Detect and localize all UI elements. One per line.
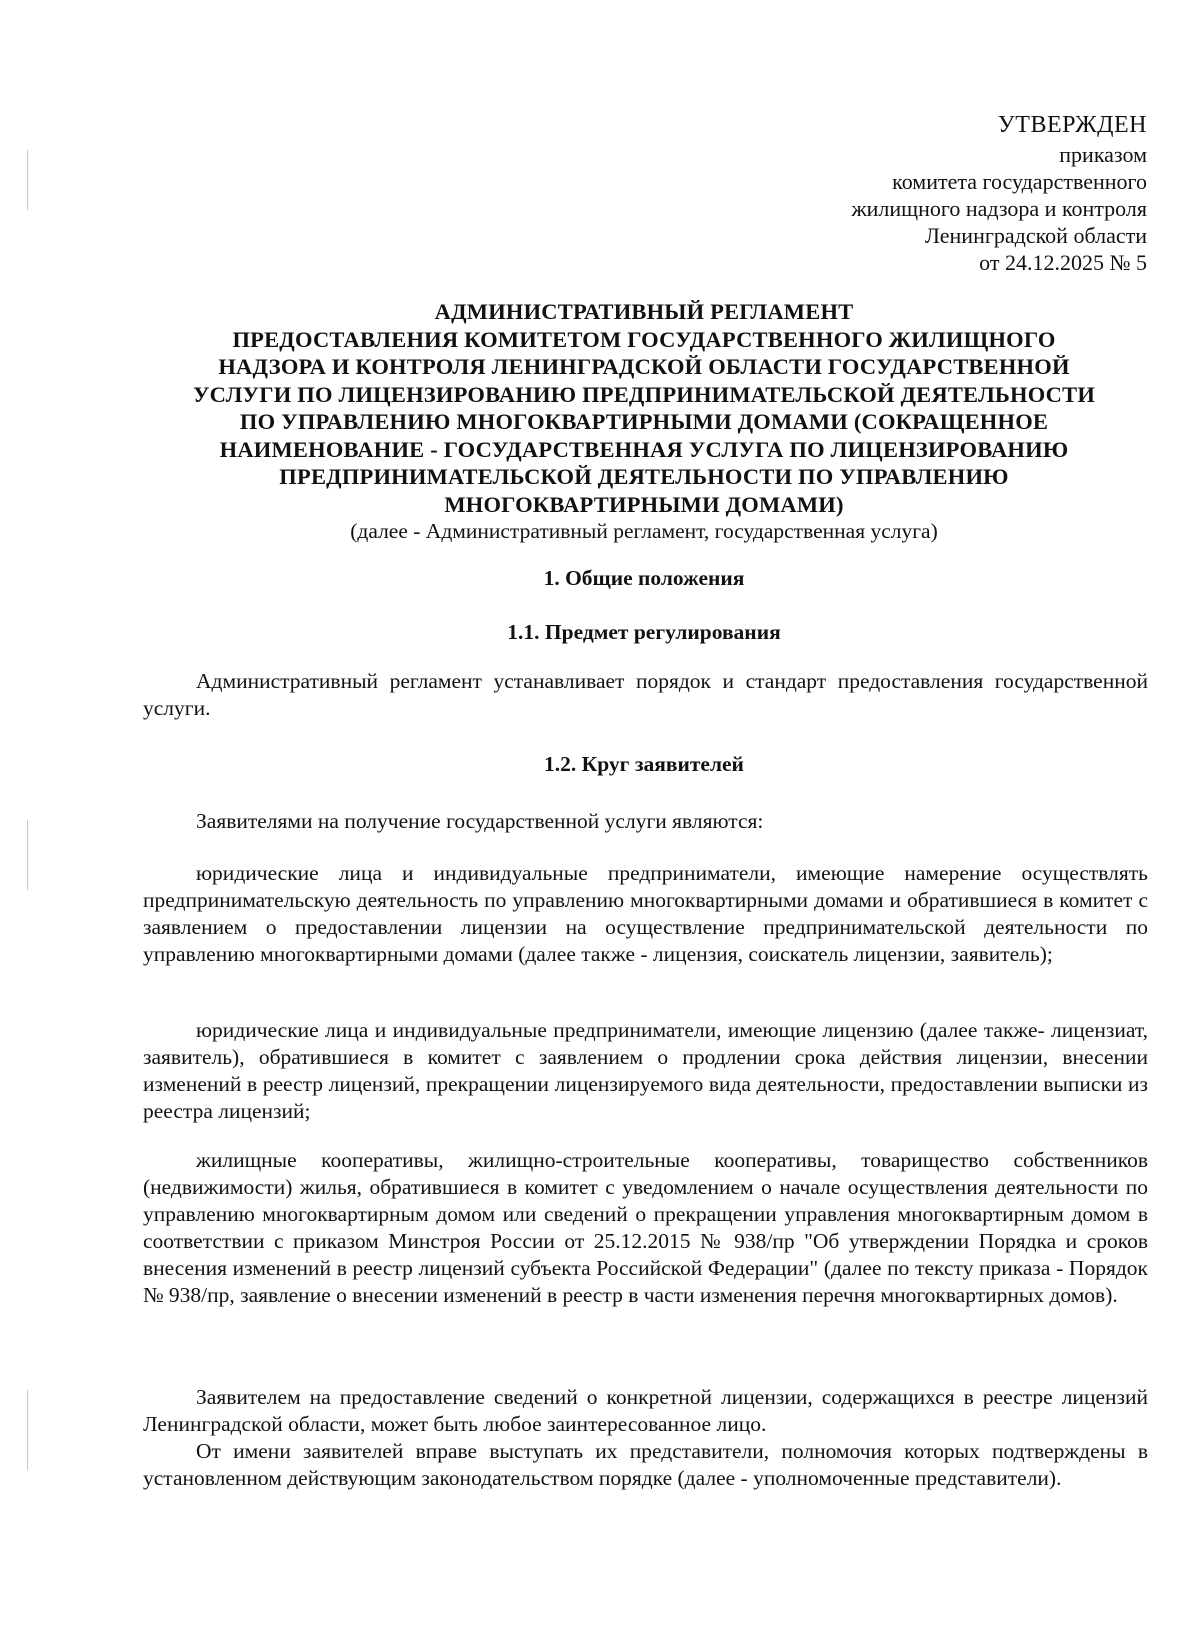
scan-edge-line (27, 150, 28, 210)
paragraph-applicants-licensees: юридические лица и индивидуальные предприниматели, имеющие лицензию (далее также- лицензиат, заявитель), обратившиеся в комитет с заявлением о продлении срока действия лицензии, внесении изменений в реестр лицензий, прекращении лицензируемого вида деятельности, предоставлении выписки из реестра лицензий; (143, 1018, 1148, 1123)
document-title-block (140, 298, 1148, 545)
title-line: ПРЕДПРИНИМАТЕЛЬСКОЙ ДЕЯТЕЛЬНОСТИ ПО УПРАВЛЕНИЮ (279, 464, 1009, 489)
title-line: УСЛУГИ ПО ЛИЦЕНЗИРОВАНИЮ ПРЕДПРИНИМАТЕЛЬСКОЙ ДЕЯТЕЛЬНОСТИ (192, 381, 1096, 407)
title-line: АДМИНИСТРАТИВНЫЙ РЕГЛАМЕНТ (434, 299, 854, 324)
paragraph-applicants-cooperatives: жилищные кооперативы, жилищно-строительные кооперативы, товарищество собственников (недвижимости) жилья, обратившиеся в комитет с уведомлением о начале осуществления деятельности по управлению многоквартирным домом или сведений о прекращении управления многоквартирным домом в соответствии с приказом Минстроя России от 25.12.2015 № 938/пр "Об утверждении Порядка и сроков внесения изменений в реестр лицензий субъекта Российской Федерации" (далее по тексту приказа - Порядок № 938/пр, заявление о внесении изменений в реестр в части изменения перечня многоквартирных домов). (143, 1148, 1148, 1307)
approval-line: комитета государственного (892, 169, 1147, 194)
document-title (140, 298, 1148, 518)
title-line: ПО УПРАВЛЕНИЮ МНОГОКВАРТИРНЫМИ ДОМАМИ (СОКРАЩЕННОЕ (239, 409, 1049, 434)
paragraph-subject: Административный регламент устанавливает порядок и стандарт предоставления государственной услуги. (143, 669, 1148, 720)
document-subtitle: (далее - Административный регламент, государственная услуга) (350, 519, 938, 543)
title-line: ПРЕДОСТАВЛЕНИЯ КОМИТЕТОМ ГОСУДАРСТВЕННОГО ЖИЛИЩНОГО (232, 326, 1056, 352)
scan-edge-line (27, 820, 28, 890)
section-heading-subject: 1.1. Предмет регулирования (507, 620, 781, 644)
scan-edge-line (27, 1390, 28, 1470)
paragraph-representatives: От имени заявителей вправе выступать их представители, полномочия которых подтверждены в установленном действующим законодательством порядке (далее - уполномоченные представители). (143, 1439, 1148, 1490)
title-line: НАИМЕНОВАНИЕ - ГОСУДАРСТВЕННАЯ УСЛУГА ПО ЛИЦЕНЗИРОВАНИЮ (219, 436, 1069, 462)
paragraph-any-interested-party: Заявителем на предоставление сведений о конкретной лицензии, содержащихся в реестре лицензий Ленинградской области, может быть любое заинтересованное лицо. (143, 1385, 1148, 1436)
title-line: МНОГОКВАРТИРНЫМИ ДОМАМИ) (444, 491, 844, 517)
approval-block (727, 112, 1147, 276)
paragraph-applicants-license-seekers: юридические лица и индивидуальные предприниматели, имеющие намерение осуществлять предпринимательскую деятельность по управлению многоквартирными домами и обратившиеся в комитет с заявлением о предоставлении лицензии на осуществление предпринимательской деятельности по управлению многоквартирными домами (далее также - лицензия, соискатель лицензии, заявитель); (143, 861, 1148, 966)
approval-line: жилищного надзора и контроля (851, 196, 1147, 221)
approval-line: приказом (1059, 142, 1147, 167)
section-heading-applicants: 1.2. Круг заявителей (544, 752, 744, 776)
approval-line: от 24.12.2025 № 5 (979, 250, 1147, 275)
section-heading-general: 1. Общие положения (543, 566, 745, 590)
approval-line: Ленинградской области (925, 223, 1147, 248)
approval-title: УТВЕРЖДЕН (997, 112, 1147, 138)
title-line: НАДЗОРА И КОНТРОЛЯ ЛЕНИНГРАДСКОЙ ОБЛАСТИ ГОСУДАРСТВЕННОЙ (218, 354, 1070, 379)
paragraph-applicants-intro: Заявителями на получение государственной услуги являются: (196, 809, 764, 833)
